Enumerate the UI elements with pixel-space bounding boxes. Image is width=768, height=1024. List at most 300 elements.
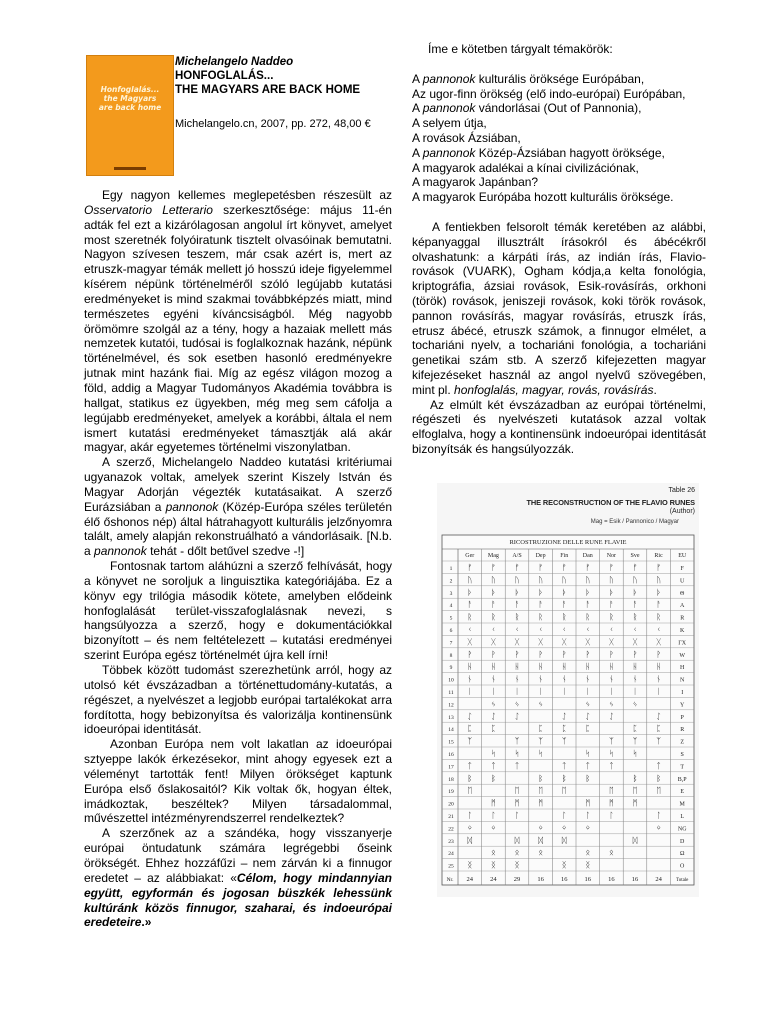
rune-glyph: ᛉ	[514, 736, 520, 746]
column-header: Fin	[560, 553, 569, 559]
rune-glyph: ᚺ	[561, 662, 567, 672]
row-number: 15	[448, 739, 454, 746]
eu-value: D	[680, 838, 685, 845]
rune-glyph: ᛒ	[656, 773, 662, 783]
rune-glyph: ᚢ	[561, 575, 567, 585]
cover-line-1: Honfoglalás...	[100, 85, 160, 94]
column-header: EU	[678, 553, 687, 559]
eu-value: O	[680, 863, 685, 870]
rune-grid	[440, 531, 696, 895]
rune-glyph: ᚢ	[585, 575, 591, 585]
rune-glyph: ᛃ	[608, 699, 614, 709]
row-number: 9	[449, 665, 453, 672]
column-header: Ric	[654, 553, 663, 559]
rune-glyph: ᛉ	[632, 736, 638, 746]
rune-glyph: ᚢ	[632, 575, 638, 585]
rune-glyph: ᛝ	[490, 860, 496, 870]
cover-publisher-mark	[114, 167, 146, 170]
rune-glyph: ᚺ	[467, 662, 473, 672]
eu-value: K	[680, 628, 685, 634]
rune-glyph: ᛗ	[538, 798, 544, 808]
topic-italic: pannonok	[422, 101, 476, 116]
rune-glyph: ᚷ	[632, 637, 638, 647]
row-number: 5	[449, 615, 453, 622]
eu-value: Y	[680, 702, 685, 709]
topic-item	[412, 161, 706, 176]
rune-glyph: ᚲ	[538, 625, 544, 634]
row-number: 19	[448, 789, 454, 796]
rune-glyph: ᛏ	[608, 761, 614, 771]
paragraph-1	[84, 188, 392, 455]
row-number: 16	[448, 752, 454, 758]
rune-glyph: ᚹ	[538, 649, 544, 659]
rune-glyph: ᚷ	[608, 637, 614, 647]
rune-glyph: ᛉ	[608, 736, 614, 746]
rune-glyph: ᛚ	[467, 811, 473, 820]
rune-glyph: ᚷ	[490, 637, 496, 647]
rune-glyph: ᚠ	[467, 563, 473, 572]
rune-glyph: ᚦ	[514, 587, 520, 597]
cover-line-3: are back home	[98, 103, 162, 112]
rune-glyph: ᛖ	[538, 786, 544, 796]
topic-item	[412, 131, 706, 146]
rune-glyph: ᛇ	[585, 711, 591, 721]
eu-value: S	[680, 752, 684, 758]
topic-text-rest: vándorlásai (Out of Pannonia),	[475, 101, 642, 116]
topic-item	[412, 175, 706, 190]
eu-value: W	[679, 652, 686, 659]
row-number: 6	[449, 628, 453, 634]
topic-text: A rovások Ázsiában,	[412, 130, 521, 145]
column-header: Dep	[535, 553, 546, 559]
paragraph-2	[84, 455, 392, 559]
rune-glyph: ᛇ	[561, 711, 567, 721]
rune-glyph: ᚨ	[608, 600, 614, 610]
eu-value: Θ	[680, 590, 685, 597]
rune-glyph: ᚷ	[561, 637, 567, 647]
row-number: 3	[449, 590, 453, 597]
rune-glyph: ᚹ	[585, 649, 591, 659]
rune-glyph: ᚨ	[467, 600, 473, 610]
rune-glyph: ᛚ	[514, 811, 520, 820]
book-title-line2: THE MAGYARS ARE BACK HOME	[175, 84, 361, 96]
eu-value: R	[680, 727, 685, 734]
rune-glyph: ᛟ	[538, 848, 544, 858]
rune-glyph: ᚨ	[656, 600, 662, 610]
topics-intro: Íme e kötetben tárgyalt témakörök:	[428, 42, 613, 56]
table-number: Table 26	[668, 487, 695, 494]
column-header: Ger	[465, 553, 475, 559]
eu-value: I	[681, 690, 684, 696]
total-value: Totale	[675, 878, 689, 883]
rune-glyph: ᚱ	[490, 612, 496, 622]
topic-text: A magyarok Európába hozott kulturális öröksége.	[412, 190, 674, 205]
total-value: 16	[560, 876, 568, 883]
rune-glyph: ᚱ	[467, 612, 473, 622]
rune-glyph: ᚲ	[561, 625, 567, 634]
rune-glyph: ᚢ	[467, 575, 473, 585]
rune-glyph: ᛃ	[538, 699, 544, 709]
rune-glyph: ᛇ	[514, 711, 520, 721]
rune-glyph: ᛏ	[490, 761, 496, 771]
rune-glyph: ᚹ	[608, 649, 614, 659]
rune-glyph: ᚨ	[561, 600, 567, 610]
rune-glyph: ᚠ	[585, 563, 591, 572]
topic-item	[412, 72, 706, 87]
rune-glyph: ᛏ	[467, 761, 473, 771]
rune-glyph: ᚺ	[538, 662, 544, 672]
rune-glyph: ᚺ	[514, 662, 520, 672]
rune-glyph: ᛝ	[514, 860, 520, 870]
topic-text: Az ugor-finn örökség (elő indo-európai) Európában,	[412, 86, 686, 101]
rune-glyph: ᛖ	[632, 786, 638, 796]
rune-glyph: ᛚ	[561, 811, 567, 820]
rune-glyph: ᚠ	[632, 563, 638, 572]
rune-glyph: ᛈ	[490, 724, 496, 734]
rune-glyph: ᚾ	[514, 674, 520, 684]
rune-glyph: ᛇ	[467, 711, 473, 721]
rune-glyph: ᚠ	[490, 563, 496, 572]
eu-value: P	[680, 714, 684, 721]
paragraph-4: Többek között tudomást szerezhetünk arról, hogy az utolsó két évszázadban a történettudomány-kutatás, a régészet, a nyelvészet a legjobb európai tartalékokat arra fordította, hogy bebizonyítsa és valorizálja kontinensünk idoeurópai identitását.	[84, 663, 392, 737]
rune-glyph: ᛞ	[632, 835, 638, 845]
rune-glyph: ᚲ	[514, 625, 520, 634]
book-cover-image	[86, 55, 174, 176]
rp2-text: A fentiekben felsorolt témák keretében az alábbi, képanyaggal illusztrált írásokról és ábécékről olvashatunk: a kárpáti írás, az indián írás, Flavio-rovások (VUARK), Ogham kódja,a kelta fonológia, kriptográfia, ázsiai rovások, Esik-rovásírás, orkhoni (török) rovások, jeniszeji rovások, koki török rovások, pannon rovásírás, magyar rovásírás, etruszk írás, etrusz ábécé, etruszk számok, a finnugor elmélet, a tochariáni nyelv, a tochariáni fonológia, a tochariáni genetikai szám stb. A szerző kifejezetten magyar kifejezéseket használ az angol nyelvű szövegében, mint pl.	[412, 219, 706, 397]
rune-glyph: ᚨ	[585, 600, 591, 610]
column-header: A/S	[512, 553, 522, 559]
eu-value: E	[680, 789, 685, 796]
topic-item	[412, 101, 706, 116]
rune-glyph: ᚷ	[585, 637, 591, 647]
rune-glyph: ᛏ	[656, 761, 662, 771]
right-paragraph-2	[412, 220, 706, 398]
rune-glyph: ᛚ	[585, 811, 591, 820]
eu-value: H	[680, 665, 685, 672]
rune-glyph: ᛗ	[585, 798, 591, 808]
topic-item	[412, 116, 706, 131]
rune-glyph: ᛉ	[467, 736, 473, 746]
total-value: 24	[490, 876, 497, 883]
table-author-note: (Author)	[669, 508, 695, 515]
rune-glyph: ᛝ	[585, 860, 591, 870]
rune-glyph: ᚹ	[656, 649, 662, 659]
rune-glyph: ᚲ	[490, 625, 496, 634]
rune-glyph: ᚾ	[632, 674, 638, 684]
row-number: 2	[449, 578, 453, 585]
paragraph-5: Azonban Európa nem volt lakatlan az idoeurópai sztyeppe lakók érkezésekor, mint ahogy egyesek ezt a véleményt tartották fent! Milyen örökséget kaptunk Európa első őslakosaitól? Kik voltak ők, hogyan éltek, imádkoztak, beszéltek? Milyen társadalommal, művészettel intézményrendszerrel rendelkeztek?	[84, 737, 392, 826]
rune-glyph: ᚲ	[467, 625, 473, 634]
eu-value: F	[680, 566, 684, 572]
rune-glyph: ᛞ	[538, 835, 544, 845]
total-value: 24	[655, 876, 662, 883]
rune-glyph: ᛁ	[632, 687, 638, 696]
rune-glyph: ᚺ	[632, 662, 638, 672]
rune-glyph: ᛁ	[538, 687, 544, 696]
rune-glyph: ᛜ	[561, 823, 567, 833]
book-author: Michelangelo Naddeo	[175, 56, 294, 68]
rune-glyph: ᛟ	[514, 848, 520, 858]
p2-italic-1: pannonok	[165, 499, 219, 514]
rune-glyph: ᛟ	[585, 848, 591, 858]
topic-text: A magyarok Japánban?	[412, 175, 539, 190]
rune-glyph: ᚱ	[538, 612, 544, 622]
rune-glyph: ᚠ	[608, 563, 614, 572]
rune-glyph: ᛟ	[490, 848, 496, 858]
p6-quote: Célom, hogy mindannyian együtt, egyformán és jogosan büszkék lehessünk kultúránk közös finnugor, szaharai, és indoeurópai eredeteire	[84, 870, 392, 930]
rune-glyph: ᚨ	[632, 600, 638, 610]
rune-glyph: ᛗ	[514, 798, 520, 808]
book-title-line1: HONFOGLALÁS...	[175, 70, 274, 82]
row-number: 25	[448, 863, 454, 870]
rune-glyph: ᛜ	[656, 823, 662, 833]
rune-glyph: ᚾ	[561, 674, 567, 684]
row-number: 4	[449, 603, 453, 610]
rune-glyph: ᛞ	[514, 835, 520, 845]
rune-glyph: ᚹ	[561, 649, 567, 659]
rune-glyph: ᚹ	[514, 649, 520, 659]
p2-text-b: (Közép-Európa széles területén élő őshonos nép) által hátrahagyott kulturális jelzőnyomra talált, amely alapján rekonstruálható a vándorlásaik. [N.b. a	[84, 499, 392, 559]
cover-title	[94, 85, 166, 112]
topics-list	[412, 72, 706, 205]
eu-value: T	[680, 764, 685, 771]
rune-glyph: ᛒ	[538, 773, 544, 783]
total-value: 16	[537, 876, 544, 883]
rune-glyph: ᛇ	[656, 711, 662, 721]
rp2-end: .	[653, 382, 657, 397]
rune-glyph: ᛜ	[467, 823, 473, 833]
rune-glyph: ᛃ	[632, 699, 638, 709]
topic-item	[412, 190, 706, 205]
row-number: 1	[449, 566, 453, 572]
rune-glyph: ᛋ	[490, 749, 496, 758]
rune-glyph: ᛒ	[585, 773, 591, 783]
rune-glyph: ᚨ	[514, 600, 520, 610]
rune-glyph: ᛒ	[561, 773, 567, 783]
rune-glyph: ᚾ	[656, 674, 662, 684]
rune-glyph: ᛝ	[467, 860, 473, 870]
rune-glyph: ᛋ	[514, 749, 520, 758]
totals-label: Nr.	[446, 877, 454, 883]
row-number: 7	[449, 640, 453, 647]
p6-quote-end: .»	[141, 915, 152, 930]
rune-glyph: ᛞ	[467, 835, 473, 845]
book-publication-info: Michelangelo.cn, 2007, pp. 272, 48,00 €	[175, 118, 371, 130]
rune-glyph: ᛋ	[585, 749, 591, 758]
rune-glyph: ᚺ	[608, 662, 614, 672]
rune-glyph: ᛜ	[490, 823, 496, 833]
rune-glyph: ᚨ	[538, 600, 544, 610]
eu-value: M	[679, 801, 685, 808]
rune-glyph: ᚲ	[585, 625, 591, 634]
rune-glyph: ᚹ	[490, 649, 496, 659]
rune-glyph: ᚹ	[467, 649, 473, 659]
rune-glyph: ᚺ	[490, 662, 496, 672]
row-number: 21	[448, 814, 454, 820]
rune-glyph: ᛁ	[514, 687, 520, 696]
rune-glyph: ᛉ	[561, 736, 567, 746]
column-header: Dan	[582, 553, 593, 559]
row-number: 14	[448, 727, 454, 734]
eu-value: ΓX	[678, 640, 687, 647]
rune-glyph: ᚺ	[585, 662, 591, 672]
rune-glyph: ᚷ	[467, 637, 473, 647]
topic-italic: pannonok	[422, 71, 476, 86]
p1-text: Egy nagyon kellemes meglepetésben részesült az	[102, 188, 392, 202]
rune-glyph: ᛈ	[538, 724, 544, 734]
rune-glyph: ᛉ	[538, 736, 544, 746]
eu-value: L	[680, 814, 685, 820]
topic-italic: pannonok	[422, 145, 476, 160]
rune-glyph: ᚲ	[632, 625, 638, 634]
rune-glyph: ᛏ	[514, 761, 520, 771]
rune-glyph: ᛜ	[538, 823, 544, 833]
table-title: THE RECONSTRUCTION OF THE FLAVIO RUNES	[526, 498, 695, 507]
rune-glyph: ᚱ	[608, 612, 614, 622]
rune-glyph: ᚾ	[608, 674, 614, 684]
rune-glyph: ᚠ	[514, 563, 520, 572]
topic-text: A	[412, 145, 423, 160]
rune-glyph: ᚢ	[514, 575, 520, 585]
rune-glyph: ᛁ	[490, 687, 496, 696]
rune-glyph: ᚱ	[632, 612, 638, 622]
rune-glyph: ᚢ	[490, 575, 496, 585]
rune-glyph: ᚠ	[656, 563, 662, 572]
rune-glyph: ᛚ	[656, 811, 662, 820]
rune-glyph: ᚱ	[656, 612, 662, 622]
eu-value: NG	[677, 826, 687, 833]
rune-glyph: ᛚ	[608, 811, 614, 820]
rune-glyph: ᚦ	[561, 587, 567, 597]
row-number: 23	[448, 838, 454, 845]
rune-glyph: ᛏ	[561, 761, 567, 771]
rune-glyph: ᛒ	[467, 773, 473, 783]
eu-value: B,P	[677, 776, 687, 783]
p1-text-rest: szerkesztősége: május 11-én adták fel ezt a kizárólagosan angolul írt könyvet, amelyet most szeretnék folyóiratunk tisztelt olvasóinak bemutatni. Nagyon szívesen teszem, már csak azért is, mert az etruszk-magyar témák mellett jó hosszú ideje figyelemmel kísérem népünk történelméről szóló legújabb kutatási eredményeket is mind szakmai továbbképzés miatt, mind természetes egyéni kíváncsiságból. Még nagyobb örömömre szolgál az a tény, hogy a hazaiak mellett más nemzetek kutatói, tudósai is foglalkoznak hazánk, népünk történelmével, és sok esetben hasonló eredményekre jutnak mint hazánk fiai. Míg az egész világon mozog a föld, addig a Magyar Tudományos Akadémia továbbra is hallgat, statikus ez ügyekben, még meg sem cáfolja a legújabb eredményeket, amelyek a korábbi, általa el nem ismert kutatási eredményeket támasztják alá akár magyar, akár egyetemes történelmi viszonylatban.	[84, 202, 392, 455]
rune-glyph: ᛚ	[490, 811, 496, 820]
rune-glyph: ᛗ	[490, 798, 496, 808]
rune-glyph: ᚷ	[656, 637, 662, 647]
row-number: 10	[448, 677, 454, 684]
rune-glyph: ᛈ	[656, 724, 662, 734]
rune-glyph: ᚦ	[632, 587, 638, 597]
column-header: Nor	[606, 553, 617, 559]
rune-glyph: ᚦ	[585, 587, 591, 597]
rune-glyph: ᛖ	[514, 786, 520, 796]
right-paragraph-3: Az elmúlt két évszázadban az európai történelmi, régészeti és nyelvészeti kutatások azzal voltak elfoglalva, hogy a kontinensünk indoeurópai identitását bizonyítsák és hangsúlyozzák.	[412, 397, 706, 456]
rune-glyph: ᚦ	[490, 587, 496, 597]
rune-glyph: ᛗ	[632, 798, 638, 808]
rune-glyph: ᚢ	[538, 575, 544, 585]
topic-text: A	[412, 101, 423, 116]
rune-glyph: ᚱ	[561, 612, 567, 622]
rune-glyph: ᛇ	[608, 711, 614, 721]
rune-glyph: ᛋ	[608, 749, 614, 758]
p2-text-a: A szerző, Michelangelo Naddeo kutatási kritériumai ugyanazok voltak, amelyek szerint Kiszely István és Magyar Adorján végezték kutatásaikat. A szerző Eurázsiában a	[84, 455, 392, 514]
review-left-column	[84, 188, 392, 930]
eu-value: Z	[680, 739, 685, 746]
eu-value: U	[680, 578, 685, 585]
p2-text-c: tehát - dőlt betűvel szedve -!]	[146, 544, 305, 559]
total-value: 16	[584, 876, 592, 883]
rune-glyph: ᚲ	[608, 625, 614, 634]
topic-text: A magyarok adalékai a kínai civilizációnak,	[412, 160, 639, 175]
row-number: 20	[448, 801, 454, 808]
rune-glyph: ᛝ	[561, 860, 567, 870]
row-number: 8	[449, 652, 453, 659]
rune-glyph: ᚦ	[467, 587, 473, 597]
rune-glyph: ᛈ	[585, 724, 591, 734]
paragraph-6	[84, 826, 392, 930]
rune-glyph: ᛁ	[585, 687, 591, 696]
row-number: 13	[448, 714, 454, 721]
topic-text: A selyem útja,	[412, 116, 487, 131]
table-heading: RICOSTRUZIONE DELLE RUNE FLAVIE	[509, 539, 627, 546]
topic-text: A	[412, 71, 423, 86]
row-number: 24	[448, 851, 454, 858]
table-legend: Mag = Esik / Pannonico / Magyar	[590, 519, 679, 525]
p6-text: A szerzőnek az a szándéka, hogy visszanyerje európai öntudatunk számára legrégebbi őseink örökségét. Ehhez hozzáfűzi – nem zárván ki a finnugor eredetet – az alábbiakat: «	[84, 826, 392, 885]
row-number: 12	[448, 702, 454, 709]
rune-glyph: ᚢ	[608, 575, 614, 585]
rune-glyph: ᛃ	[490, 699, 496, 709]
p1-journal-name: Osservatorio Letterario	[84, 202, 213, 217]
rune-glyph: ᚨ	[490, 600, 496, 610]
rune-glyph: ᛟ	[608, 848, 614, 858]
eu-value: Ω	[679, 851, 685, 858]
row-number: 17	[448, 764, 454, 771]
total-value: 24	[466, 876, 474, 883]
rune-glyph: ᚾ	[490, 674, 496, 684]
row-number: 18	[448, 776, 454, 783]
total-value: 16	[631, 876, 639, 883]
rune-glyph: ᛁ	[608, 687, 614, 696]
column-header: Sve	[630, 553, 640, 559]
rune-glyph: ᛈ	[467, 724, 473, 734]
review-right-column	[412, 42, 706, 457]
topic-item	[412, 146, 706, 161]
row-number: 11	[448, 690, 454, 696]
rune-glyph: ᛜ	[585, 823, 591, 833]
rune-glyph: ᚾ	[467, 674, 473, 684]
rune-glyph: ᚺ	[656, 662, 662, 672]
rune-glyph: ᛗ	[608, 798, 614, 808]
eu-value: N	[680, 677, 685, 684]
rune-glyph: ᚷ	[538, 637, 544, 647]
rune-glyph: ᚦ	[608, 587, 614, 597]
total-value: 29	[513, 876, 521, 883]
eu-value: A	[680, 603, 685, 610]
rp2-italic: honfoglalás, magyar, rovás, rovásírás	[454, 382, 654, 397]
rune-glyph: ᛒ	[490, 773, 496, 783]
rune-glyph: ᛖ	[608, 786, 614, 796]
paragraph-3: Fontosnak tartom aláhúzni a szerző felhívását, hogy a könyvet ne soroljuk a linguisztika kategóriájába. Ez a könyv egy trilógia második kötete, amelyben elődeink honfoglalását terület-visszafoglalásnak nevezi, s hangsúlyozza a szerző, hogy e dokumentációkkal bizonyított – és nem feltételezett – kutatási eredményei szerint Európa egész történelmét újra kell írni!	[84, 559, 392, 663]
rune-glyph: ᛉ	[656, 736, 662, 746]
rune-glyph: ᛋ	[632, 749, 638, 758]
topic-item	[412, 87, 706, 102]
rune-glyph: ᚹ	[632, 649, 638, 659]
rune-glyph: ᛒ	[632, 773, 638, 783]
rune-glyph: ᛖ	[467, 786, 473, 796]
rune-glyph: ᛏ	[585, 761, 591, 771]
rune-glyph: ᚦ	[538, 587, 544, 597]
eu-value: R	[680, 615, 685, 622]
topic-text-rest: Közép-Ázsiában hagyott öröksége,	[475, 145, 665, 160]
rune-glyph: ᛈ	[632, 724, 638, 734]
rune-glyph: ᛁ	[467, 687, 473, 696]
rune-glyph: ᛋ	[538, 749, 544, 758]
rune-glyph: ᛁ	[656, 687, 662, 696]
